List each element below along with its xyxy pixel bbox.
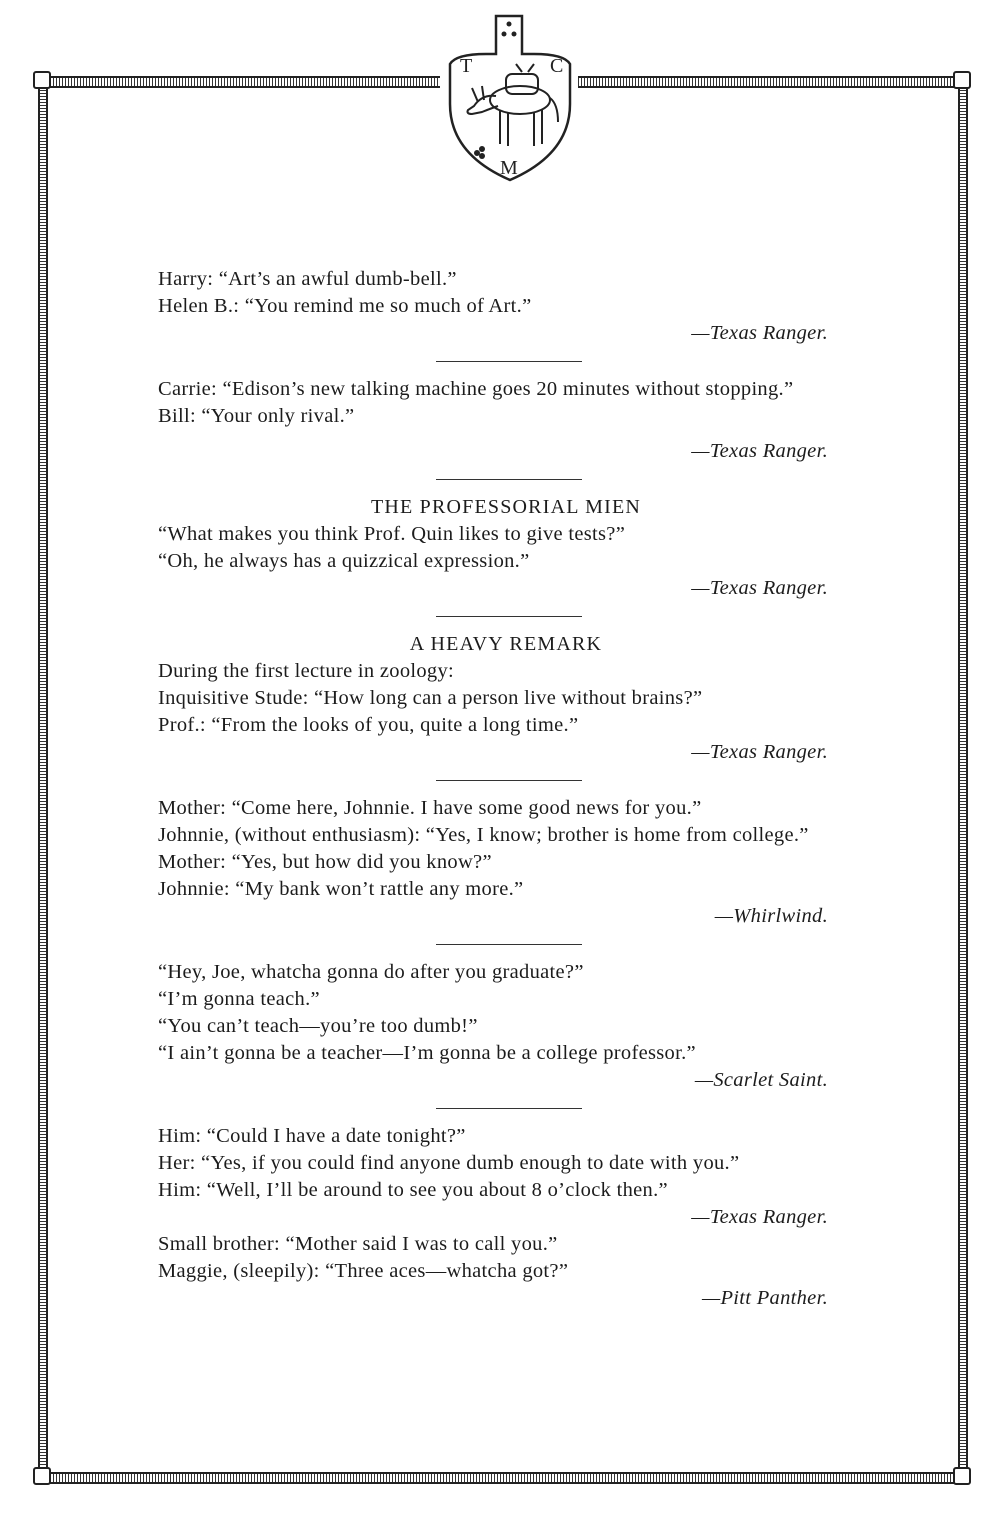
joke-item (108, 376, 904, 465)
frame-corner-ornament (953, 1467, 971, 1485)
joke-line: During the first lecture in zoology: (158, 660, 455, 682)
joke-item (108, 1123, 904, 1231)
frame-corner-ornament (33, 1467, 51, 1485)
joke-column (108, 266, 904, 1312)
joke-line: Helen B.: “You remind me so much of Art.” (158, 295, 532, 317)
separator-rule (436, 944, 582, 945)
joke-line: “You can’t teach—you’re too dumb!” (158, 1015, 478, 1037)
joke-source: —Texas Ranger. (691, 322, 828, 344)
joke-line: Carrie: “Edison’s new talking machine goes 20 minutes without stopping.” (158, 378, 794, 400)
joke-line: Johnnie, (without enthusiasm): “Yes, I know; brother is home from college.” (158, 824, 809, 846)
frame-border-top-right (578, 76, 958, 88)
joke-line: “I’m gonna teach.” (158, 988, 320, 1010)
frame-border-top-left (44, 76, 440, 88)
frame-border-right (958, 84, 968, 1474)
joke-line: Maggie, (sleepily): “Three aces—whatcha got?” (158, 1260, 569, 1282)
joke-item (108, 795, 904, 930)
joke-item (108, 959, 904, 1094)
joke-heading: THE PROFESSORIAL MIEN (370, 496, 642, 518)
joke-source: —Pitt Panther. (701, 1287, 828, 1309)
joke-line: Harry: “Art’s an awful dumb-bell.” (158, 268, 457, 290)
frame-corner-ornament (33, 71, 51, 89)
joke-line: Bill: “Your only rival.” (158, 405, 355, 427)
frame-corner-ornament (953, 71, 971, 89)
joke-source: —Texas Ranger. (691, 1206, 828, 1228)
separator-rule (436, 1108, 582, 1109)
mule-crest-icon (438, 12, 580, 184)
joke-line: Him: “Could I have a date tonight?” (158, 1125, 466, 1147)
joke-line: Small brother: “Mother said I was to call you.” (158, 1233, 558, 1255)
frame-border-left (38, 84, 48, 1474)
joke-line: Him: “Well, I’ll be around to see you about 8 o’clock then.” (158, 1179, 668, 1201)
joke-line: “Oh, he always has a quizzical expression.” (158, 550, 530, 572)
joke-source: —Whirlwind. (714, 905, 828, 927)
joke-item (108, 494, 904, 602)
crest-letter-t: T (460, 55, 473, 77)
joke-item (108, 1231, 904, 1312)
joke-source: —Texas Ranger. (691, 440, 828, 462)
crest-letter-c: C (550, 55, 564, 77)
separator-rule (436, 616, 582, 617)
joke-line: Prof.: “From the looks of you, quite a long time.” (158, 714, 579, 736)
joke-source: —Texas Ranger. (691, 741, 828, 763)
joke-line: “Hey, Joe, whatcha gonna do after you graduate?” (158, 961, 584, 983)
joke-line: “I ain’t gonna be a teacher—I’m gonna be a college professor.” (158, 1042, 696, 1064)
separator-rule (436, 361, 582, 362)
joke-line: Mother: “Come here, Johnnie. I have some good news for you.” (158, 797, 702, 819)
joke-line: Inquisitive Stude: “How long can a person live without brains?” (158, 687, 703, 709)
joke-line: Johnnie: “My bank won’t rattle any more.” (158, 878, 524, 900)
separator-rule (436, 479, 582, 480)
joke-line: “What makes you think Prof. Quin likes to give tests?” (158, 523, 626, 545)
joke-source: —Scarlet Saint. (694, 1069, 828, 1091)
joke-item (108, 631, 904, 766)
joke-line: Her: “Yes, if you could find anyone dumb enough to date with you.” (158, 1152, 740, 1174)
joke-heading: A HEAVY REMARK (409, 633, 603, 655)
joke-item (108, 266, 904, 347)
frame-border-bottom (44, 1472, 958, 1484)
crest-letter-m: M (500, 157, 518, 179)
joke-line: Mother: “Yes, but how did you know?” (158, 851, 492, 873)
separator-rule (436, 780, 582, 781)
joke-source: —Texas Ranger. (691, 577, 828, 599)
